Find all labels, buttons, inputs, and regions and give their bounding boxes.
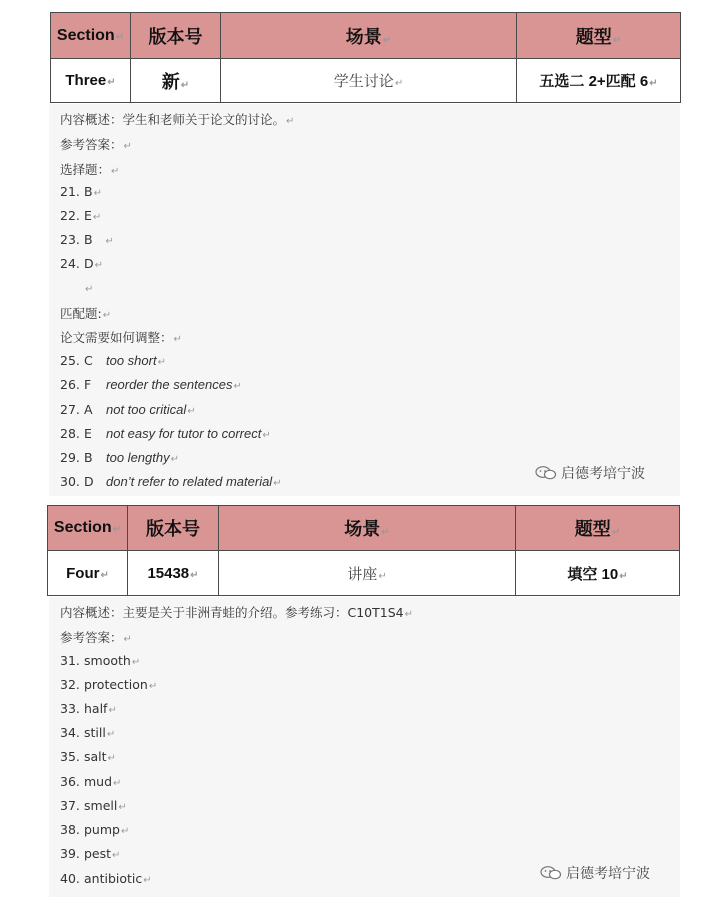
cell-scene: 学生讨论↵ (221, 59, 517, 103)
header-section: Section↵ (51, 13, 131, 59)
list-item: 25. C too short↵ (60, 353, 166, 368)
list-item: 26. F reorder the sentences↵ (60, 377, 242, 392)
cell-question-type: 五选二 2+匹配 6↵ (517, 59, 681, 103)
matching-label: 匹配题:↵ (60, 306, 112, 321)
list-item: 32. protection↵ (60, 677, 158, 692)
list-item: 35. salt↵ (60, 749, 116, 764)
section-three-table (50, 12, 681, 103)
table-header-row (51, 13, 681, 59)
list-item: 23. B ↵ (60, 232, 114, 247)
table-row (48, 551, 680, 596)
list-item: 21. B↵ (60, 184, 102, 199)
cell-scene: 讲座↵ (219, 551, 516, 596)
header-version: 版本号 (128, 506, 219, 551)
section-four-table (47, 505, 680, 596)
header-section: Section↵ (48, 506, 128, 551)
list-item: 36. mud↵ (60, 774, 122, 789)
list-item: 34. still↵ (60, 725, 116, 740)
wechat-icon (540, 866, 562, 880)
list-item: 31. smooth↵ (60, 653, 141, 668)
table-row (51, 59, 681, 103)
watermark: 启德考培宁波 (540, 863, 650, 883)
cell-question-type: 填空 10↵ (516, 551, 680, 596)
list-item: 38. pump↵ (60, 822, 130, 837)
list-item: 37. smell↵ (60, 798, 127, 813)
header-scene: 场景↵ (221, 13, 517, 59)
list-item: 29. B too lengthy↵ (60, 450, 179, 465)
summary-text: 内容概述：学生和老师关于论文的讨论。↵ (60, 112, 295, 127)
cell-section: Four↵ (48, 551, 128, 596)
answers-label: 参考答案：↵ (60, 630, 132, 645)
list-item: 40. antibiotic↵ (60, 871, 152, 886)
header-scene: 场景↵ (219, 506, 516, 551)
header-version: 版本号 (131, 13, 221, 59)
list-item: 33. half↵ (60, 701, 117, 716)
list-item: 30. D don’t refer to related material↵ (60, 474, 282, 489)
list-item: 39. pest↵ (60, 846, 121, 861)
list-item: 27. A not too critical↵ (60, 402, 196, 417)
cell-version: 15438↵ (128, 551, 219, 596)
section-four-content-bg (49, 597, 680, 897)
list-item: 22. E↵ (60, 208, 102, 223)
watermark: 启德考培宁波 (535, 463, 645, 483)
list-item: 28. E not easy for tutor to correct↵ (60, 426, 271, 441)
answers-label: 参考答案：↵ (60, 137, 132, 152)
header-question-type: 题型↵ (517, 13, 681, 59)
summary-text: 内容概述：主要是关于非洲青蛙的介绍。参考练习：C10T1S4↵ (60, 605, 414, 620)
header-question-type: 题型↵ (516, 506, 680, 551)
wechat-icon (535, 466, 557, 480)
choice-label: 选择题：↵ (60, 162, 120, 177)
cell-section: Three↵ (51, 59, 131, 103)
cell-version: 新↵ (131, 59, 221, 103)
matching-question: 论文需要如何调整：↵ (60, 330, 182, 345)
list-item: 24. D↵ (60, 256, 104, 271)
empty-paragraph: ↵ (85, 284, 94, 295)
table-header-row (48, 506, 680, 551)
